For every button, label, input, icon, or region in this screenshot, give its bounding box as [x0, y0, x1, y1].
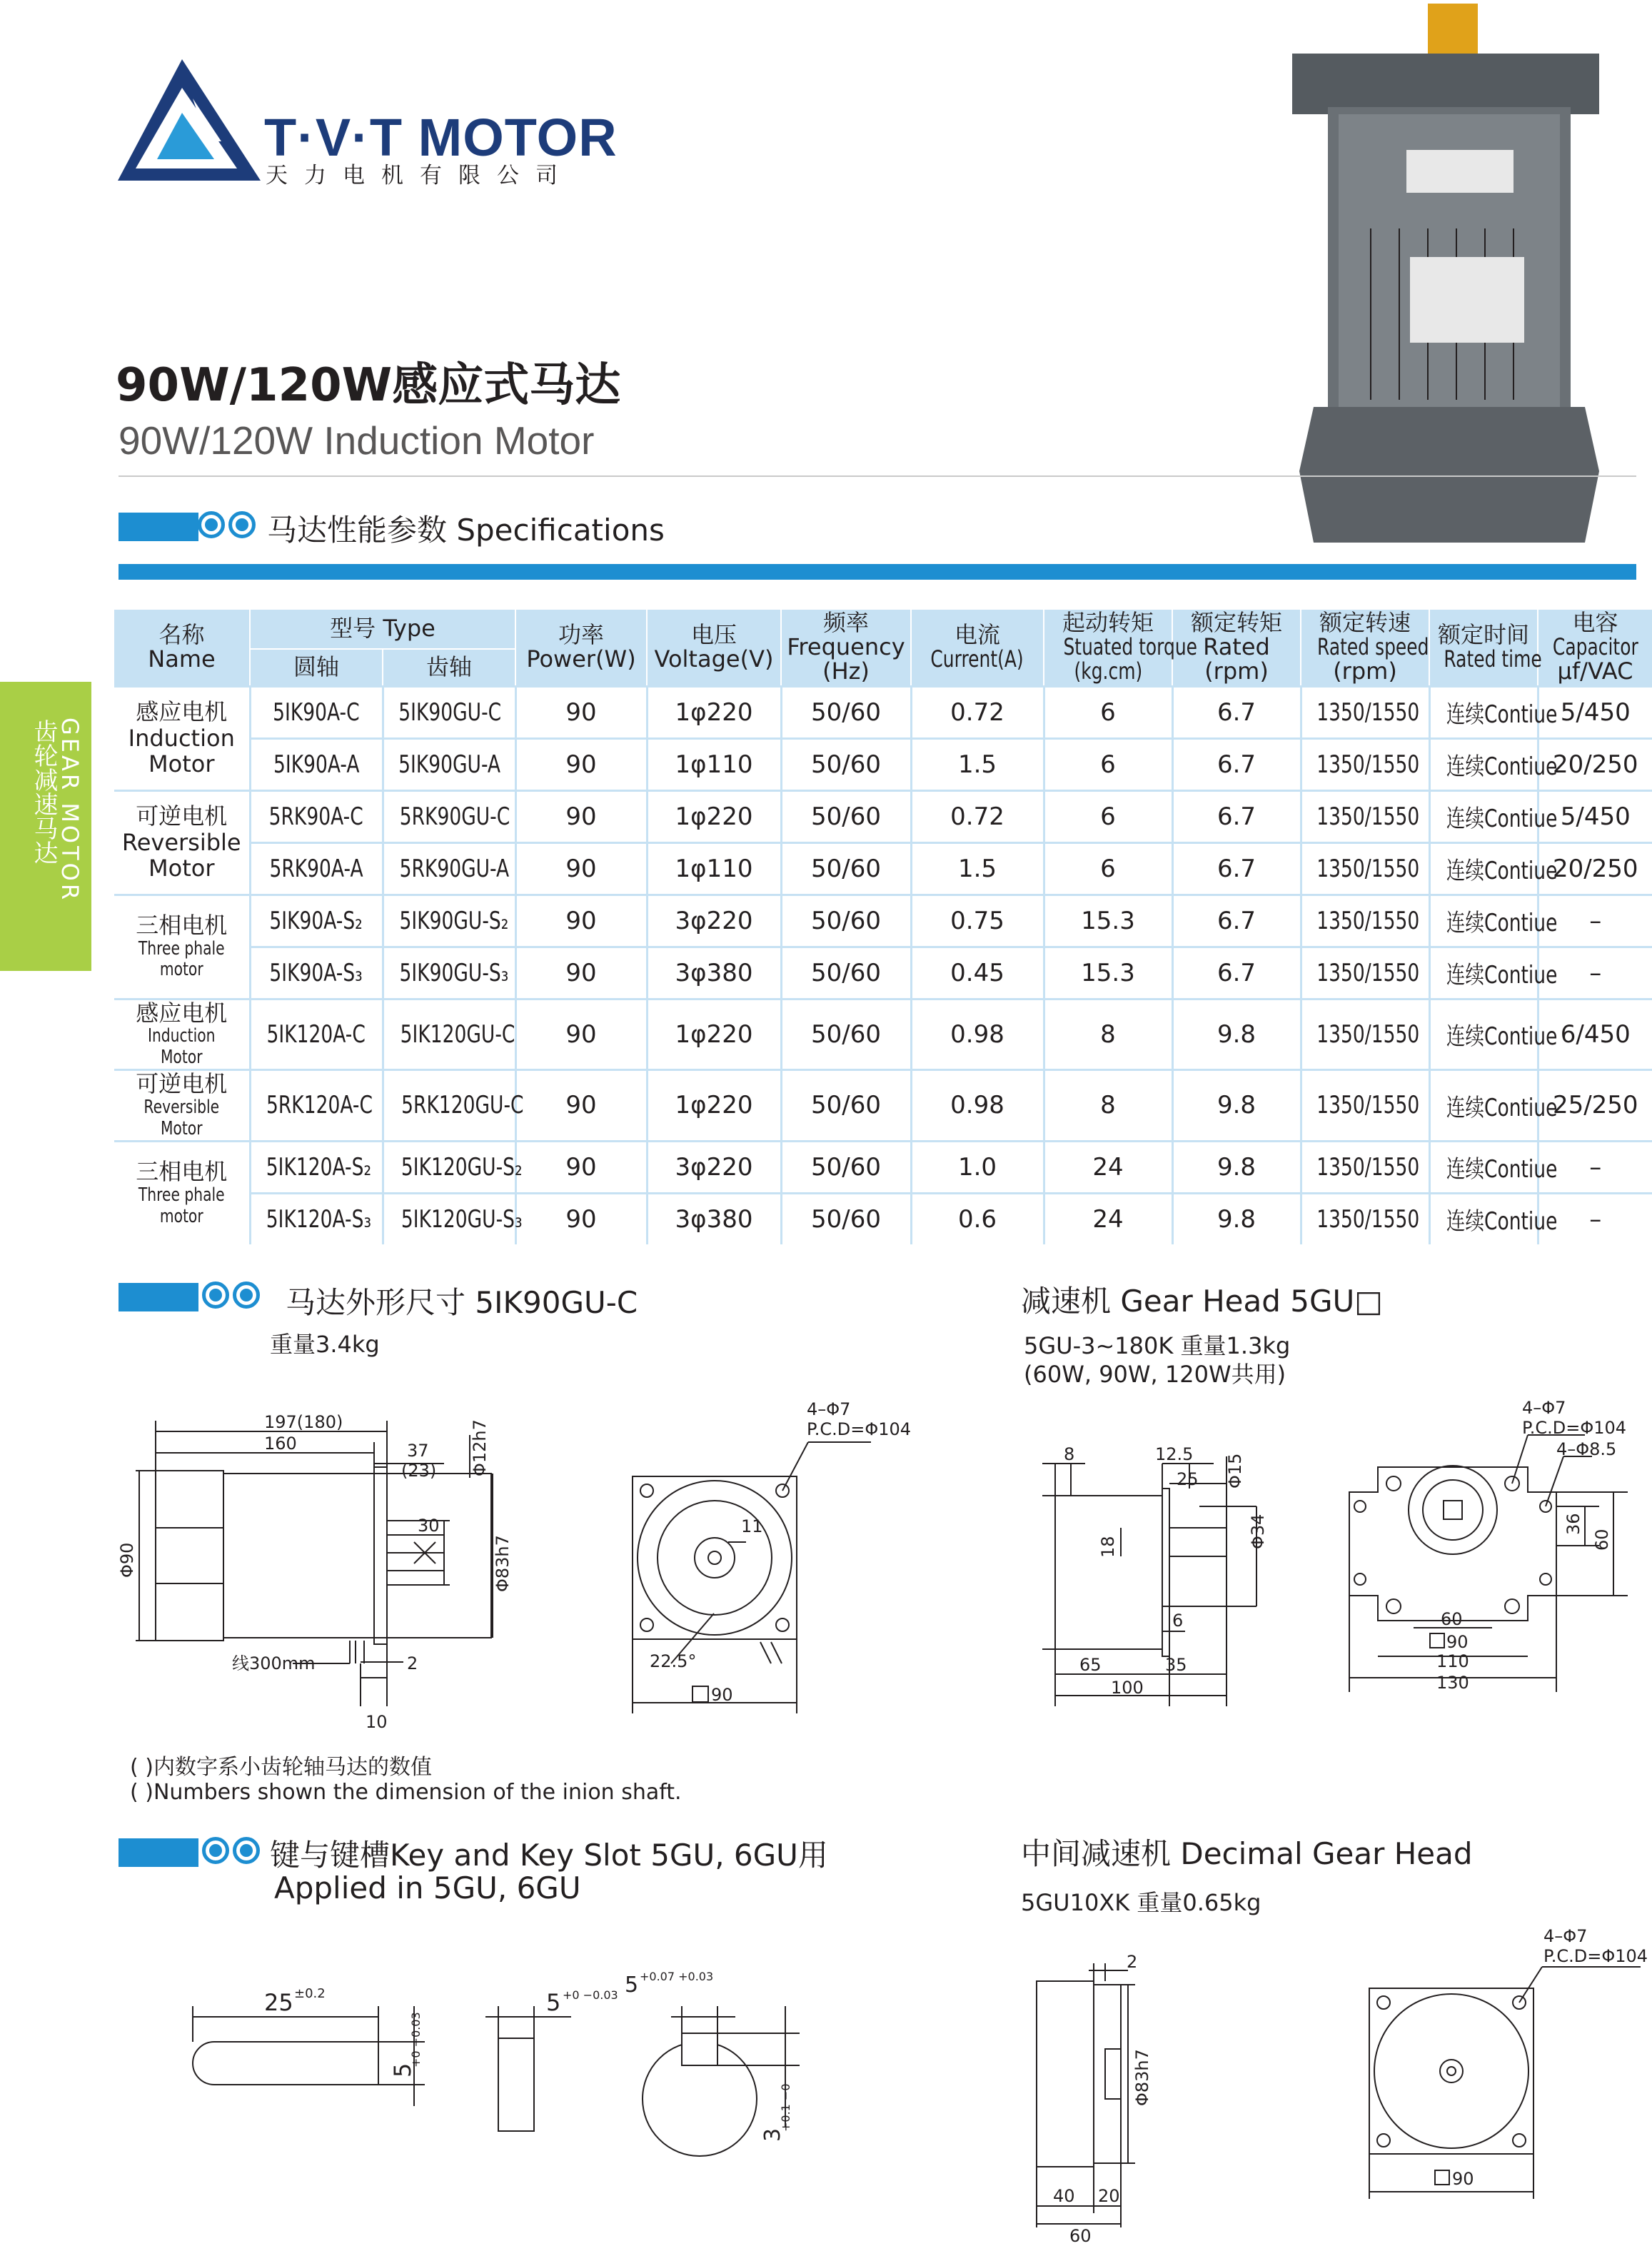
dim-60: 60	[1069, 2226, 1092, 2246]
page-title-cn: 90W/120W感应式马达	[116, 359, 621, 412]
decimal-front-drawing	[1356, 1913, 1648, 2213]
brand-logo-icon	[114, 56, 264, 184]
table-row	[114, 947, 1652, 999]
table-cell: 50/60	[781, 895, 911, 947]
key-sub: Applied in 5GU, 6GU	[274, 1870, 581, 1905]
dim-12: 12.5	[1155, 1444, 1194, 1464]
dim-11: 11	[741, 1516, 763, 1536]
dim-25: 25	[264, 1989, 293, 2016]
dim-37: 37	[407, 1441, 429, 1461]
dim-phi90: Φ90	[117, 1542, 137, 1578]
table-cell: 5IK120A-S₂	[250, 1141, 383, 1193]
row-group-name: 感应电机 Induction Motor	[114, 999, 250, 1070]
side-tab-cn: 齿轮减速马达	[29, 719, 58, 865]
table-cell: –	[1538, 1141, 1652, 1193]
table-cell: 50/60	[781, 999, 911, 1070]
dim-130: 130	[1436, 1673, 1469, 1693]
table-cell: 1350/1550	[1301, 686, 1429, 738]
table-cell: 9.8	[1172, 1141, 1301, 1193]
dim-pcd: P.C.D=Φ104	[807, 1419, 912, 1439]
table-cell: 6	[1044, 842, 1172, 895]
section-bar	[119, 1838, 198, 1867]
table-cell: 连续Contiue	[1429, 686, 1538, 738]
section-bar	[119, 513, 198, 541]
divider	[119, 475, 1636, 477]
table-cell: 5RK90A-A	[250, 842, 383, 895]
table-cell: 6/450	[1538, 999, 1652, 1070]
dim-2: 2	[1127, 1952, 1138, 1972]
row-group-name: 感应电机 Induction Motor	[114, 686, 250, 790]
dim-10: 10	[366, 1712, 388, 1732]
decimal-side-drawing	[1021, 1942, 1207, 2246]
gearhead-front-drawing	[1328, 1392, 1642, 1706]
table-cell: 5IK120GU-C	[383, 999, 515, 1070]
dim-phi83: Φ83h7	[1132, 2049, 1152, 2106]
dim-18: 18	[1098, 1536, 1118, 1558]
table-cell: 90	[515, 895, 647, 947]
row-group-name: 可逆电机 Reversible Motor	[114, 1070, 250, 1142]
table-cell: 1.5	[911, 842, 1044, 895]
table-cell: 90	[515, 1193, 647, 1244]
header-type: 型号 Type	[250, 609, 515, 649]
table-cell: 1350/1550	[1301, 738, 1429, 790]
dim-pcd: P.C.D=Φ104	[1543, 1946, 1648, 1966]
table-cell: 90	[515, 1141, 647, 1193]
table-cell: –	[1538, 1193, 1652, 1244]
motor-front-drawing	[621, 1399, 935, 1728]
circle-icon	[202, 1281, 229, 1309]
gearhead-sub1: 5GU-3~180K 重量1.3kg	[1024, 1332, 1291, 1359]
table-cell: 1φ110	[647, 738, 781, 790]
table-cell: 8	[1044, 1070, 1172, 1142]
table-cell: 90	[515, 947, 647, 999]
dim-holes: 4–Φ7	[807, 1399, 851, 1419]
table-cell: 3φ220	[647, 895, 781, 947]
circle-icon	[198, 511, 225, 538]
table-cell: 0.6	[911, 1193, 1044, 1244]
table-cell: 5IK90A-S₂	[250, 895, 383, 947]
dim-tol3: +0.1 −0	[779, 2083, 792, 2132]
table-cell: 5IK120GU-S₂	[383, 1141, 515, 1193]
dim-197: 197(180)	[264, 1412, 343, 1432]
brand-name: T·V·T MOTOR	[264, 108, 618, 167]
gearhead-side-drawing	[1014, 1435, 1299, 1721]
table-row	[114, 1193, 1652, 1244]
table-cell: 5IK120A-C	[250, 999, 383, 1070]
table-cell: 5IK90A-S₃	[250, 947, 383, 999]
table-cell: 0.75	[911, 895, 1044, 947]
table-cell: 1350/1550	[1301, 895, 1429, 947]
dim-5a: 5	[389, 2063, 416, 2078]
dim-35: 35	[1165, 1655, 1187, 1675]
table-cell: 20/250	[1538, 738, 1652, 790]
table-cell: 1350/1550	[1301, 947, 1429, 999]
dim-40: 40	[1053, 2186, 1075, 2206]
table-cell: 1.0	[911, 1141, 1044, 1193]
table-cell: 5IK120GU-S₃	[383, 1193, 515, 1244]
table-cell: 90	[515, 1070, 647, 1142]
table-cell: 1.5	[911, 738, 1044, 790]
table-cell: –	[1538, 895, 1652, 947]
header-name: 名称 Name	[114, 609, 250, 686]
table-cell: 50/60	[781, 947, 911, 999]
table-row	[114, 686, 1652, 738]
key-heading: 键与键槽Key and Key Slot 5GU, 6GU用	[270, 1838, 828, 1873]
table-cell: 90	[515, 999, 647, 1070]
table-cell: 5RK120GU-C	[383, 1070, 515, 1142]
note-en: ( )Numbers shown the dimension of the inion shaft.	[130, 1780, 682, 1805]
outline-heading: 马达外形尺寸 5IK90GU-C	[286, 1285, 638, 1320]
row-group-name: 可逆电机 Reversible Motor	[114, 790, 250, 895]
table-cell: 连续Contiue	[1429, 738, 1538, 790]
table-row	[114, 1141, 1652, 1193]
specs-heading: 马达性能参数 Specifications	[267, 513, 665, 548]
table-cell: 0.98	[911, 999, 1044, 1070]
table-cell: 9.8	[1172, 1070, 1301, 1142]
gearhead-sub2: (60W, 90W, 120W共用)	[1024, 1361, 1286, 1388]
dim-angle: 22.5°	[650, 1651, 697, 1671]
table-cell: 5IK90GU-C	[383, 686, 515, 738]
table-cell: 6.7	[1172, 947, 1301, 999]
dim-sq90: 90	[711, 1685, 733, 1705]
table-row	[114, 842, 1652, 895]
table-cell: 3φ380	[647, 947, 781, 999]
circle-icon	[233, 1837, 260, 1864]
motor-photo	[1285, 0, 1635, 564]
table-cell: 50/60	[781, 686, 911, 738]
dim-2: 2	[407, 1653, 418, 1673]
gearhead-heading: 减速机 Gear Head 5GU□	[1021, 1284, 1383, 1319]
table-cell: 24	[1044, 1141, 1172, 1193]
specs-table	[114, 608, 1652, 1244]
table-cell: 90	[515, 790, 647, 842]
table-cell: 90	[515, 842, 647, 895]
table-cell: 1350/1550	[1301, 999, 1429, 1070]
table-cell: 1φ220	[647, 999, 781, 1070]
dim-65: 65	[1079, 1655, 1102, 1675]
table-cell: 5IK90GU-A	[383, 738, 515, 790]
table-cell: 0.72	[911, 686, 1044, 738]
header-gear-shaft: 齿轴	[383, 649, 515, 686]
circle-icon	[228, 511, 256, 538]
dim-phi15: Φ15	[1225, 1453, 1245, 1489]
table-cell: 6	[1044, 686, 1172, 738]
table-cell: 连续Contiue	[1429, 947, 1538, 999]
key-drawing	[171, 1963, 814, 2177]
table-cell: 6	[1044, 738, 1172, 790]
row-group-name: 三相电机 Three phale motor	[114, 895, 250, 999]
table-cell: 0.72	[911, 790, 1044, 842]
header-round-shaft: 圆轴	[250, 649, 383, 686]
dim-sq90: 90	[1452, 2169, 1474, 2189]
table-cell: 0.98	[911, 1070, 1044, 1142]
dim-30: 30	[418, 1516, 440, 1536]
dim-60: 60	[1592, 1529, 1612, 1551]
dim-160: 160	[264, 1434, 297, 1454]
dim-5b: 5	[546, 1989, 561, 2016]
table-cell: 25/250	[1538, 1070, 1652, 1142]
table-cell: 50/60	[781, 738, 911, 790]
table-cell: 1350/1550	[1301, 1070, 1429, 1142]
table-row	[114, 790, 1652, 842]
table-cell: 1350/1550	[1301, 1193, 1429, 1244]
dim-holes: 4–Φ7	[1543, 1926, 1588, 1946]
dim-tol5b: +0 −0.03	[563, 1988, 618, 2002]
dim-holes2: 4–Φ8.5	[1556, 1439, 1617, 1459]
section-band	[119, 564, 1636, 580]
header-power: 功率 Power(W)	[515, 609, 647, 686]
table-cell: 6.7	[1172, 790, 1301, 842]
decimal-heading: 中间减速机 Decimal Gear Head	[1021, 1836, 1473, 1871]
table-cell: 50/60	[781, 1193, 911, 1244]
dim-60b: 60	[1441, 1609, 1463, 1629]
table-cell: –	[1538, 947, 1652, 999]
table-cell: 15.3	[1044, 895, 1172, 947]
dim-tol25: ±0.2	[294, 1986, 326, 2001]
header-capacitor: 电容 Capacitor μf/VAC	[1538, 609, 1652, 686]
table-cell: 6	[1044, 790, 1172, 842]
table-cell: 1350/1550	[1301, 790, 1429, 842]
table-cell: 5IK90A-C	[250, 686, 383, 738]
table-row	[114, 895, 1652, 947]
table-cell: 20/250	[1538, 842, 1652, 895]
note-cn: ( )内数字系小齿轮轴马达的数值	[130, 1755, 432, 1780]
table-cell: 0.45	[911, 947, 1044, 999]
decimal-sub: 5GU10XK 重量0.65kg	[1021, 1889, 1261, 1916]
table-cell: 6.7	[1172, 895, 1301, 947]
table-cell: 连续Contiue	[1429, 999, 1538, 1070]
table-cell: 连续Contiue	[1429, 842, 1538, 895]
side-tab-en: GEAR MOTOR	[56, 717, 84, 903]
dim-8: 8	[1064, 1444, 1075, 1464]
dim-wire: 线300mm	[232, 1653, 316, 1673]
table-cell: 50/60	[781, 1070, 911, 1142]
dim-5c: 5	[625, 1973, 639, 1998]
table-cell: 90	[515, 738, 647, 790]
table-cell: 1φ220	[647, 686, 781, 738]
table-cell: 5/450	[1538, 790, 1652, 842]
header-start-torque: 起动转矩 Stuated torque (kg.cm)	[1044, 609, 1172, 686]
dim-23: (23)	[401, 1461, 437, 1481]
header-frequency: 频率 Frequency (Hz)	[781, 609, 911, 686]
header-voltage: 电压 Voltage(V)	[647, 609, 781, 686]
row-group-name: 三相电机 Three phale motor	[114, 1141, 250, 1244]
brand-subtitle: 天力电机有限公司	[266, 163, 574, 188]
table-cell: 1350/1550	[1301, 1141, 1429, 1193]
table-cell: 5IK90GU-S₃	[383, 947, 515, 999]
side-tab	[0, 682, 91, 971]
table-cell: 1350/1550	[1301, 842, 1429, 895]
table-cell: 6.7	[1172, 738, 1301, 790]
table-cell: 15.3	[1044, 947, 1172, 999]
table-cell: 50/60	[781, 790, 911, 842]
dim-20: 20	[1098, 2186, 1120, 2206]
table-cell: 24	[1044, 1193, 1172, 1244]
table-cell: 1φ220	[647, 1070, 781, 1142]
table-cell: 5RK90GU-A	[383, 842, 515, 895]
dim-3: 3	[760, 2127, 785, 2142]
table-cell: 5RK90GU-C	[383, 790, 515, 842]
circle-icon	[233, 1281, 260, 1309]
table-cell: 5RK90A-C	[250, 790, 383, 842]
table-cell: 1φ220	[647, 790, 781, 842]
table-cell: 50/60	[781, 842, 911, 895]
table-cell: 5IK90A-A	[250, 738, 383, 790]
table-row	[114, 999, 1652, 1070]
table-cell: 8	[1044, 999, 1172, 1070]
table-cell: 9.8	[1172, 1193, 1301, 1244]
table-cell: 连续Contiue	[1429, 790, 1538, 842]
table-cell: 50/60	[781, 1141, 911, 1193]
page-title-en: 90W/120W Induction Motor	[119, 418, 595, 463]
table-cell: 3φ380	[647, 1193, 781, 1244]
dim-110: 110	[1436, 1651, 1469, 1671]
table-cell: 连续Contiue	[1429, 1193, 1538, 1244]
table-cell: 6.7	[1172, 842, 1301, 895]
table-cell: 5IK90GU-S₂	[383, 895, 515, 947]
dim-pcd: P.C.D=Φ104	[1522, 1418, 1627, 1438]
dim-25: 25	[1177, 1469, 1199, 1489]
table-cell: 3φ220	[647, 1141, 781, 1193]
table-cell: 1φ110	[647, 842, 781, 895]
table-cell: 5/450	[1538, 686, 1652, 738]
dim-sq90: 90	[1446, 1632, 1469, 1652]
header-rated-torque: 额定转矩 Rated (rpm)	[1172, 609, 1301, 686]
dim-phi34: Φ34	[1248, 1514, 1268, 1549]
outline-weight: 重量3.4kg	[270, 1331, 380, 1358]
table-cell: 5IK120A-S₃	[250, 1193, 383, 1244]
section-bar	[119, 1283, 198, 1311]
dim-phi12: Φ12h7	[470, 1419, 490, 1476]
dim-6: 6	[1172, 1611, 1184, 1631]
dim-holes: 4–Φ7	[1522, 1398, 1566, 1418]
table-cell: 连续Contiue	[1429, 1070, 1538, 1142]
header-current: 电流 Current(A)	[911, 609, 1044, 686]
circle-icon	[202, 1837, 229, 1864]
table-cell: 6.7	[1172, 686, 1301, 738]
table-cell: 5RK120A-C	[250, 1070, 383, 1142]
table-row	[114, 738, 1652, 790]
table-cell: 9.8	[1172, 999, 1301, 1070]
dim-tol5a: +0 −0.03	[409, 2012, 423, 2068]
dim-100: 100	[1111, 1678, 1144, 1698]
table-row	[114, 1070, 1652, 1142]
table-cell: 连续Contiue	[1429, 895, 1538, 947]
motor-side-drawing	[114, 1399, 514, 1742]
dim-36: 36	[1563, 1513, 1583, 1535]
table-cell: 连续Contiue	[1429, 1141, 1538, 1193]
header-rated-speed: 额定转速 Rated speed (rpm)	[1301, 609, 1429, 686]
table-cell: 90	[515, 686, 647, 738]
dim-phi83: Φ83h7	[493, 1535, 513, 1592]
header-rated-time: 额定时间 Rated time	[1429, 609, 1538, 686]
dim-tol5c: +0.07 +0.03	[640, 1970, 714, 1983]
